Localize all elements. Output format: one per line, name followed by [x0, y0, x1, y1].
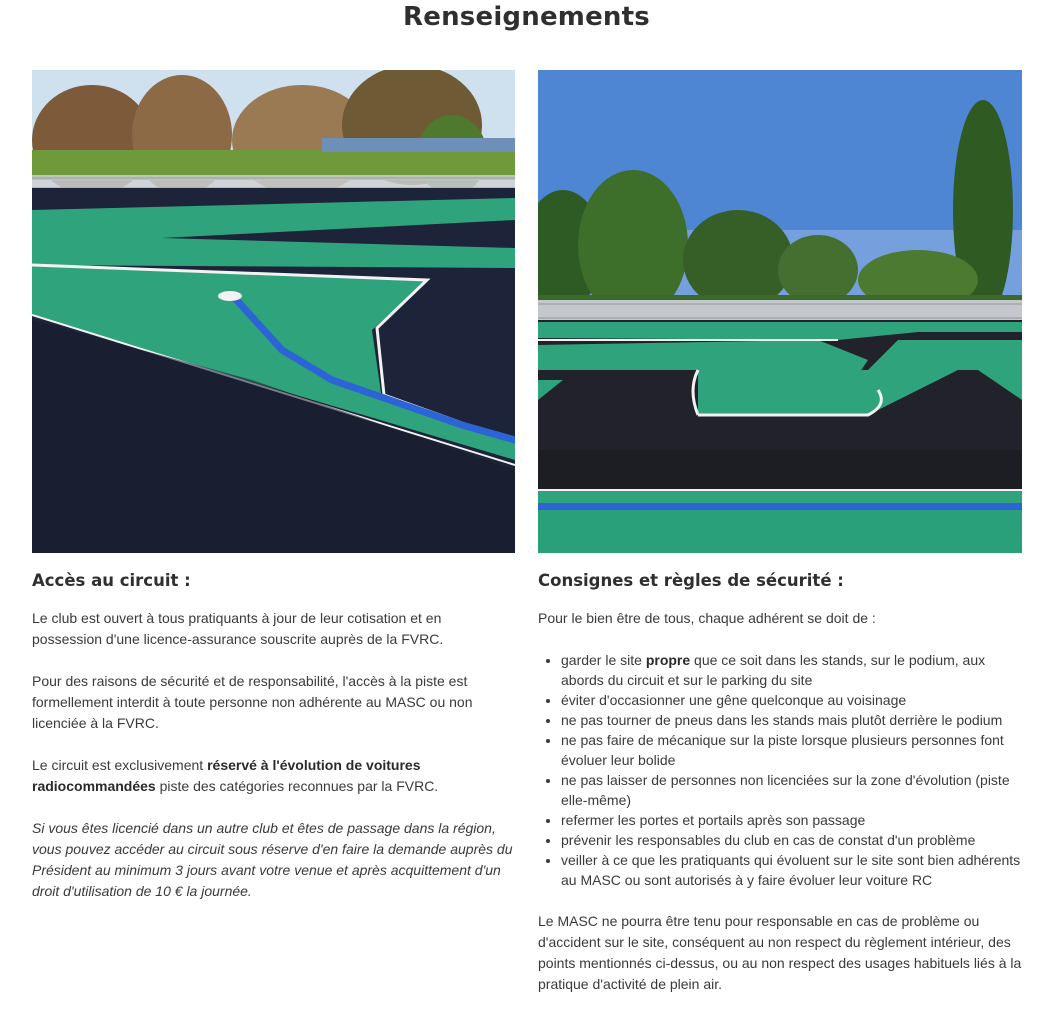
list-item: • prévenir les responsables du club en cas de constat d'un problème [561, 830, 1022, 850]
track-photo-1-image [32, 70, 515, 553]
track-photo-1 [32, 70, 515, 553]
list-item: • refermer les portes et portails après son passage [561, 810, 1022, 830]
access-heading: Accès au circuit : [32, 571, 191, 590]
access-paragraph-2: Pour des raisons de sécurité et de responsabilité, l'accès à la piste est formellement interdit à toute personne non adhérente au MASC ou non licenciée à la FVRC. [32, 673, 473, 731]
safety-rules-list [538, 650, 1022, 890]
access-p3-bold: réservé à l'évolution de voitures radiocommandées [32, 757, 421, 794]
list-item-0-before: garder le site [561, 652, 646, 668]
access-p3-before: Le circuit est exclusivement [32, 757, 208, 773]
list-item: • ne pas faire de mécanique sur la piste lorsque plusieurs personnes font évoluer leur bolide [561, 730, 1022, 770]
access-paragraph-4: Si vous êtes licencié dans un autre club et êtes de passage dans la région, vous pouvez accéder au circuit sous réserve d'en faire la demande auprès du Président au minimum 3 jours avant votre venue et après acquittement d'un droit d'utilisation de 10 € la journée. [32, 820, 513, 899]
access-paragraph-3 [32, 755, 515, 797]
page-title: Renseignements [403, 2, 650, 32]
safety-intro: Pour le bien être de tous, chaque adhérent se doit de : [538, 610, 876, 626]
list-item: • veiller à ce que les pratiquants qui évoluent sur le site sont bien adhérents au MASC ou sont autorisés à y faire évoluer leur voiture RC [561, 850, 1022, 890]
safety-heading: Consignes et règles de sécurité : [538, 571, 844, 590]
list-item: • éviter d'occasionner une gêne quelconque au voisinage [561, 690, 1022, 710]
list-item: • ne pas laisser de personnes non licenciées sur la zone d'évolution (piste elle-même) [561, 770, 1022, 810]
list-item-0-bold: propre [645, 652, 691, 668]
access-p3-after: piste des catégories reconnues par la FVRC. [155, 778, 439, 794]
track-photo-2-image [538, 70, 1022, 553]
safety-closing: Le MASC ne pourra être tenu pour responsable en cas de problème ou d'accident sur le site, conséquent au non respect du règlement intérieur, des points mentionnés ci-dessus, ou au non respect des usages habituels liés à la pratique d'activité de plein air. [538, 913, 1022, 992]
safety-column [538, 70, 1022, 1016]
track-photo-2 [538, 70, 1022, 553]
access-column [32, 70, 515, 923]
list-item-0-after: que ce soit dans les stands, sur le podium, aux abords du circuit et sur le parking du site [561, 652, 986, 688]
list-item [561, 650, 1022, 690]
access-paragraph-1: Le club est ouvert à tous pratiquants à jour de leur cotisation et en possession d'une licence-assurance souscrite auprès de la FVRC. [32, 610, 444, 647]
list-item: • ne pas tourner de pneus dans les stands mais plutôt derrière le podium [561, 710, 1022, 730]
